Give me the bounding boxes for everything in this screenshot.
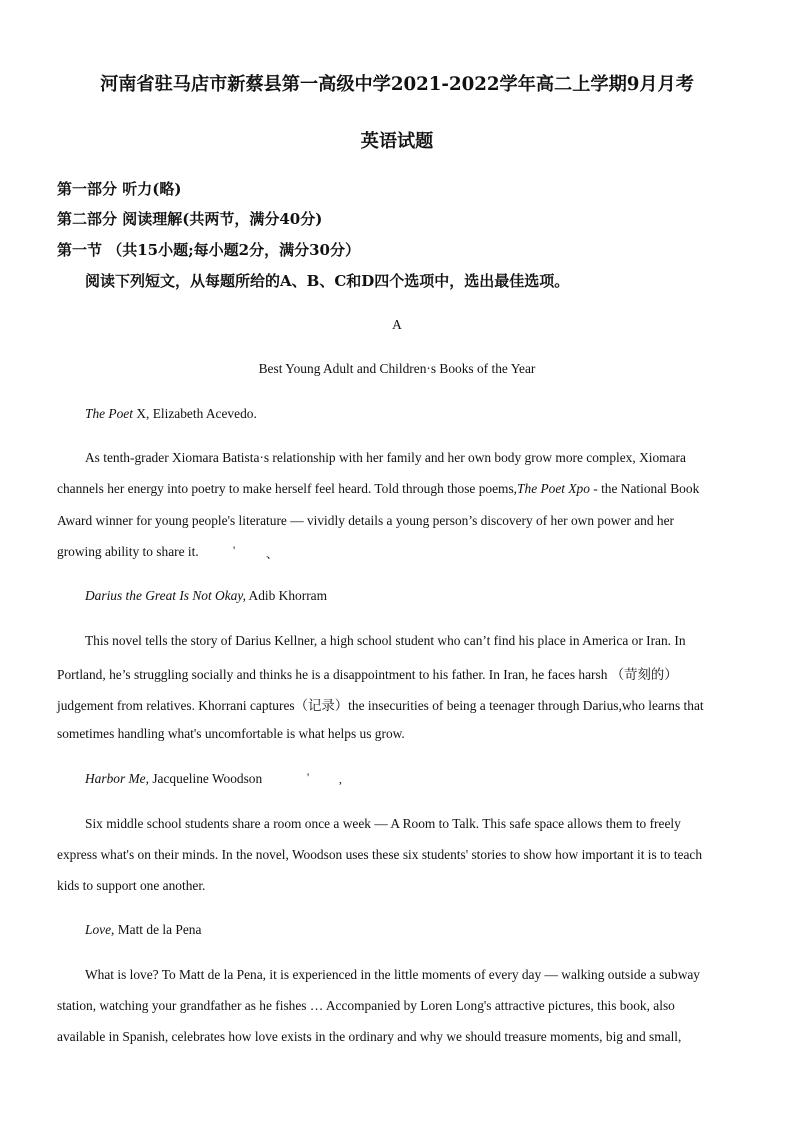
paragraph-line: station, watching your grandfather as he fishes … Accompanied by Loren Long's attractive pictures, this book, also <box>57 998 675 1013</box>
paragraph-line: Six middle school students share a room once a week — A Room to Talk. This safe space allows them to freely <box>85 816 681 831</box>
part-one-heading: 第一部分 听力(略) <box>57 180 182 198</box>
book-heading-2 <box>85 588 327 604</box>
paragraph-line: As tenth-grader Xiomara Batista·s relationship with her family and her own body grow more complex, Xiomara <box>85 450 686 465</box>
book-heading-4 <box>85 922 201 938</box>
book-author: Adib Khorram <box>245 588 328 603</box>
document-subtitle: 英语试题 <box>360 131 434 152</box>
section-one-heading: 第一节 （共15小题;每小题2分，满分30分） <box>57 241 360 259</box>
book-title: The Poet <box>85 406 133 421</box>
paragraph-line: channels her energy into poetry to make herself feel heard. Told through those poems,The Poet Xpo - the National Book <box>57 481 700 496</box>
stray-mark: ' <box>233 543 236 557</box>
paragraph-line: available in Spanish, celebrates how love exists in the ordinary and why we should treasure moments, big and small, <box>57 1029 682 1044</box>
book-author: Matt de la Pena <box>114 922 202 937</box>
stray-mark: 、 <box>266 547 279 561</box>
book-heading-3 <box>85 771 262 787</box>
paragraph-line: judgement from relatives. Khorrani captures（记录）the insecurities of being a teenager through Darius,who learns that <box>57 698 704 713</box>
instruction-text: 阅读下列短文，从每题所给的A、B、C和D四个选项中，选出最佳选项。 <box>85 272 570 290</box>
stray-mark: , <box>339 772 342 786</box>
book-author: Jacqueline Woodson <box>148 771 263 786</box>
paragraph-line: This novel tells the story of Darius Kellner, a high school student who can’t find his place in America or Iran. In <box>85 633 686 648</box>
paragraph-line: Portland, he’s struggling socially and thinks he is a disappointment to his father. In Iran, he faces harsh （苛刻的） <box>57 667 678 682</box>
part-two-heading: 第二部分 阅读理解(共两节，满分40分) <box>57 210 323 228</box>
document-title: 河南省驻马店市新蔡县第一高级中学2021-2022学年高二上学期9月月考 <box>100 74 694 95</box>
passage-title: Best Young Adult and Children·s Books of the Year <box>258 361 536 376</box>
paragraph-line: What is love? To Matt de la Pena, it is experienced in the little moments of every day — walking outside a subway <box>85 967 701 982</box>
book-title: Harbor Me, <box>85 771 149 786</box>
book-title-inline: The Poet Xpo <box>517 481 590 496</box>
paragraph-line: sometimes handling what's uncomfortable is what helps us grow. <box>57 726 405 741</box>
paragraph-line: growing ability to share it. <box>57 544 199 559</box>
book-title: Darius the Great Is Not Okay, <box>85 588 246 603</box>
book-title: Love, <box>85 922 115 937</box>
paragraph-line: kids to support one another. <box>57 878 206 893</box>
paragraph-line: Award winner for young people's literature — vividly details a young person’s discovery of her own power and her <box>57 513 674 528</box>
book-author: X, Elizabeth Acevedo. <box>132 406 257 421</box>
book-heading-1 <box>85 406 257 422</box>
passage-letter: A <box>392 317 402 332</box>
stray-mark: ' <box>307 770 310 784</box>
paragraph-line: express what's on their minds. In the novel, Woodson uses these six students' stories to show how important it is to teach <box>57 847 703 862</box>
